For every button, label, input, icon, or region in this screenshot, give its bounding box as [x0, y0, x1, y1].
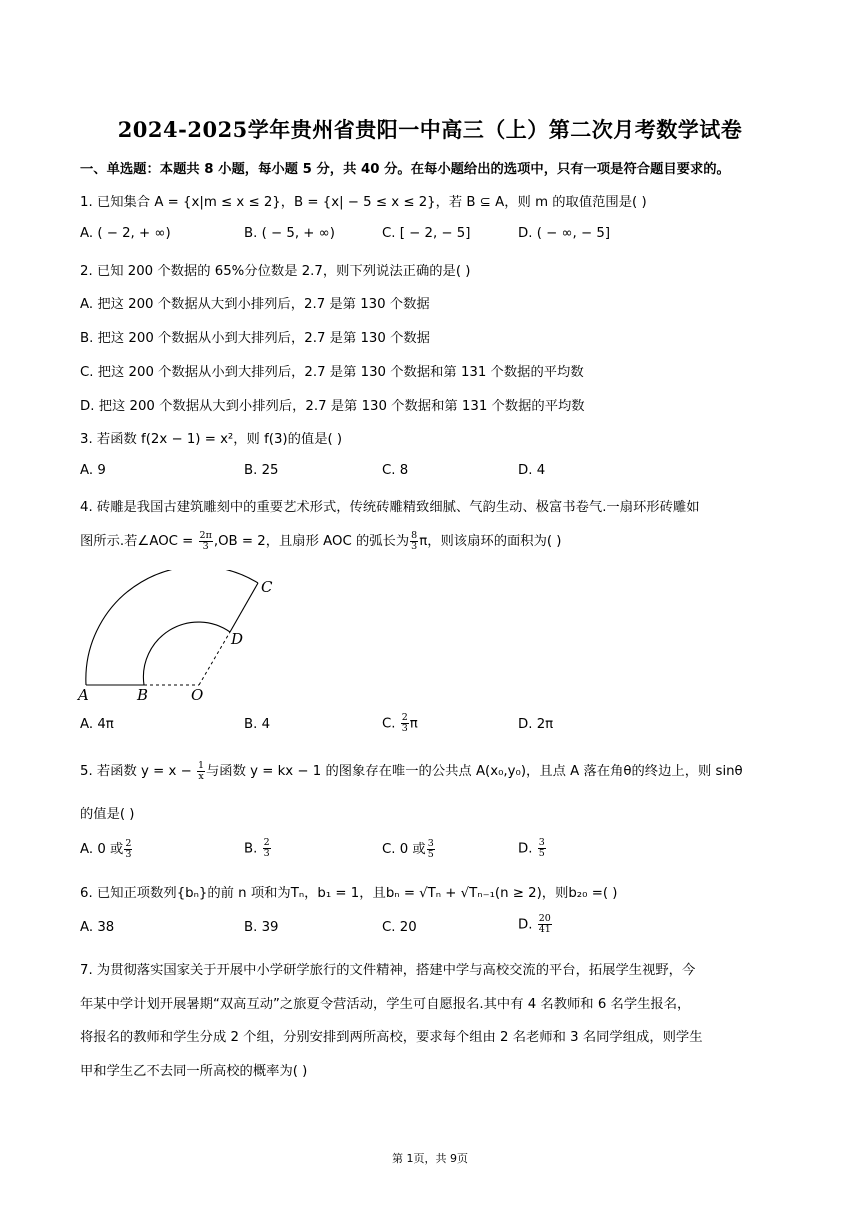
question-7-line-3: 将报名的教师和学生分成 2 个组，分别安排到两所高校，要求每个组由 2 名老师和 3 名同学组成，则学生	[80, 1030, 703, 1045]
label-o: O	[191, 686, 204, 704]
question-4-line-2	[80, 530, 561, 552]
question-1: 1. 已知集合 A = {x|m ≤ x ≤ 2}，B = {x| − 5 ≤ x ≤ 2}，若 B ⊆ A，则 m 的取值范围是( )	[80, 195, 647, 210]
fraction-numerator: 3	[538, 837, 545, 848]
q4-option-b: B. 4	[244, 717, 271, 732]
fraction-numerator: 2	[125, 837, 132, 849]
q4-text-mid: ,OB = 2，且扇形 AOC 的弧长为	[213, 534, 410, 549]
q4-option-d: D. 2π	[518, 717, 554, 732]
fraction-numerator: 2	[263, 837, 270, 848]
q5-option-b	[244, 838, 272, 859]
q6-option-c: C. 20	[382, 920, 417, 935]
option-suffix: π	[409, 716, 418, 732]
q2-option-d: D. 把这 200 个数据从大到小排列后，2.7 是第 130 个数据和第 131 个数据的平均数	[80, 399, 585, 414]
q4-fraction-arc	[410, 531, 418, 552]
q4-fraction-angle	[199, 531, 213, 552]
q4-option-c	[382, 713, 418, 734]
option-prefix: D.	[518, 917, 537, 933]
question-5-line-2: 的值是( )	[80, 807, 135, 822]
section-heading: 一、单选题：本题共 8 小题，每小题 5 分，共 40 分。在每小题给出的选项中，只有一项是符合题目要求的。	[80, 162, 730, 177]
option-prefix: A. 0 或	[80, 842, 124, 857]
q1-option-d: D. ( − ∞, − 5]	[518, 226, 611, 241]
q5-option-a	[80, 838, 133, 860]
fraction-numerator: 20	[538, 913, 551, 924]
question-7-line-4: 甲和学生乙不去同一所高校的概率为( )	[80, 1064, 308, 1079]
q5-option-c	[382, 838, 436, 860]
option-prefix: D.	[518, 841, 537, 857]
fraction-numerator: 1	[197, 759, 205, 771]
fraction-denominator: 5	[538, 848, 545, 859]
q6-option-d	[518, 914, 553, 935]
question-7-line-1: 7. 为贯彻落实国家关于开展中小学研学旅行的文件精神，搭建中学与高校交流的平台，拓展学生视野，今	[80, 963, 696, 978]
fraction-denominator: 3	[125, 848, 132, 860]
fraction-numerator: 8	[411, 529, 418, 541]
sector-ring-figure	[74, 570, 294, 705]
label-c: C	[261, 578, 273, 596]
option-prefix: C.	[382, 716, 400, 732]
q3-option-a: A. 9	[80, 463, 106, 478]
option-fraction	[263, 838, 271, 859]
fraction-numerator: 2	[401, 712, 408, 723]
question-7-line-2: 年某中学计划开展暑期“双高互动”之旅夏令营活动，学生可自愿报名.其中有 4 名教师和 6 名学生报名，	[80, 997, 691, 1012]
q5-text-pre: 5. 若函数 y = x −	[80, 764, 196, 779]
option-fraction	[124, 839, 132, 860]
fraction-denominator: x	[198, 770, 204, 782]
q5-fraction	[197, 761, 205, 782]
q5-text-post: 与函数 y = kx − 1 的图象存在唯一的公共点 A(x₀,y₀)，且点 A 落在角θ的终边上，则 sinθ	[206, 764, 743, 779]
fraction-denominator: 3	[263, 848, 270, 859]
question-3: 3. 若函数 f(2x − 1) = x²，则 f(3)的值是( )	[80, 432, 343, 447]
option-prefix: C. 0 或	[382, 842, 426, 857]
q2-option-c: C. 把这 200 个数据从小到大排列后，2.7 是第 130 个数据和第 131 个数据的平均数	[80, 365, 584, 380]
q4-text-post: π，则该扇环的面积为( )	[419, 534, 562, 549]
segment-dc	[230, 583, 258, 632]
fraction-denominator: 3	[202, 540, 209, 552]
label-b: B	[137, 686, 149, 704]
question-6: 6. 已知正项数列{bₙ}的前 n 项和为Tₙ，b₁ = 1，且bₙ = √Tₙ + √Tₙ₋₁(n ≥ 2)，则b₂₀ =( )	[80, 886, 618, 901]
option-fraction	[538, 914, 552, 935]
fraction-numerator: 2π	[199, 529, 212, 541]
q1-option-a: A. ( − 2, + ∞)	[80, 226, 171, 241]
fraction-denominator: 41	[538, 924, 551, 935]
q5-option-d	[518, 838, 547, 859]
fraction-denominator: 3	[401, 723, 408, 734]
fraction-denominator: 3	[411, 540, 418, 552]
q4-text-pre: 图所示.若∠AOC =	[80, 534, 198, 549]
page-footer: 第 1页，共 9页	[392, 1152, 468, 1165]
q3-option-d: D. 4	[518, 463, 546, 478]
q2-option-b: B. 把这 200 个数据从小到大排列后，2.7 是第 130 个数据	[80, 331, 430, 346]
q3-option-c: C. 8	[382, 463, 409, 478]
option-fraction	[538, 838, 546, 859]
fraction-denominator: 5	[427, 848, 434, 860]
q2-option-a: A. 把这 200 个数据从大到小排列后，2.7 是第 130 个数据	[80, 297, 430, 312]
segment-od-dashed	[199, 632, 230, 685]
q3-option-b: B. 25	[244, 463, 279, 478]
question-4-line-1: 4. 砖雕是我国古建筑雕刻中的重要艺术形式，传统砖雕精致细腻、气韵生动、极富书卷气.一扇环形砖雕如	[80, 500, 700, 515]
q6-option-a: A. 38	[80, 920, 115, 935]
label-d: D	[231, 630, 244, 648]
option-fraction	[427, 839, 435, 860]
option-fraction	[401, 713, 409, 734]
question-2: 2. 已知 200 个数据的 65%分位数是 2.7，则下列说法正确的是( )	[80, 264, 471, 279]
q6-option-b: B. 39	[244, 920, 279, 935]
q1-option-b: B. ( − 5, + ∞)	[244, 226, 335, 241]
q1-option-c: C. [ − 2, − 5]	[382, 226, 471, 241]
label-a: A	[78, 686, 89, 704]
q4-option-a: A. 4π	[80, 717, 114, 732]
option-prefix: B.	[244, 841, 262, 857]
fraction-numerator: 3	[427, 837, 434, 849]
question-5-line-1	[80, 760, 743, 782]
page-title: 2024-2025学年贵州省贵阳一中高三（上）第二次月考数学试卷	[117, 117, 743, 142]
